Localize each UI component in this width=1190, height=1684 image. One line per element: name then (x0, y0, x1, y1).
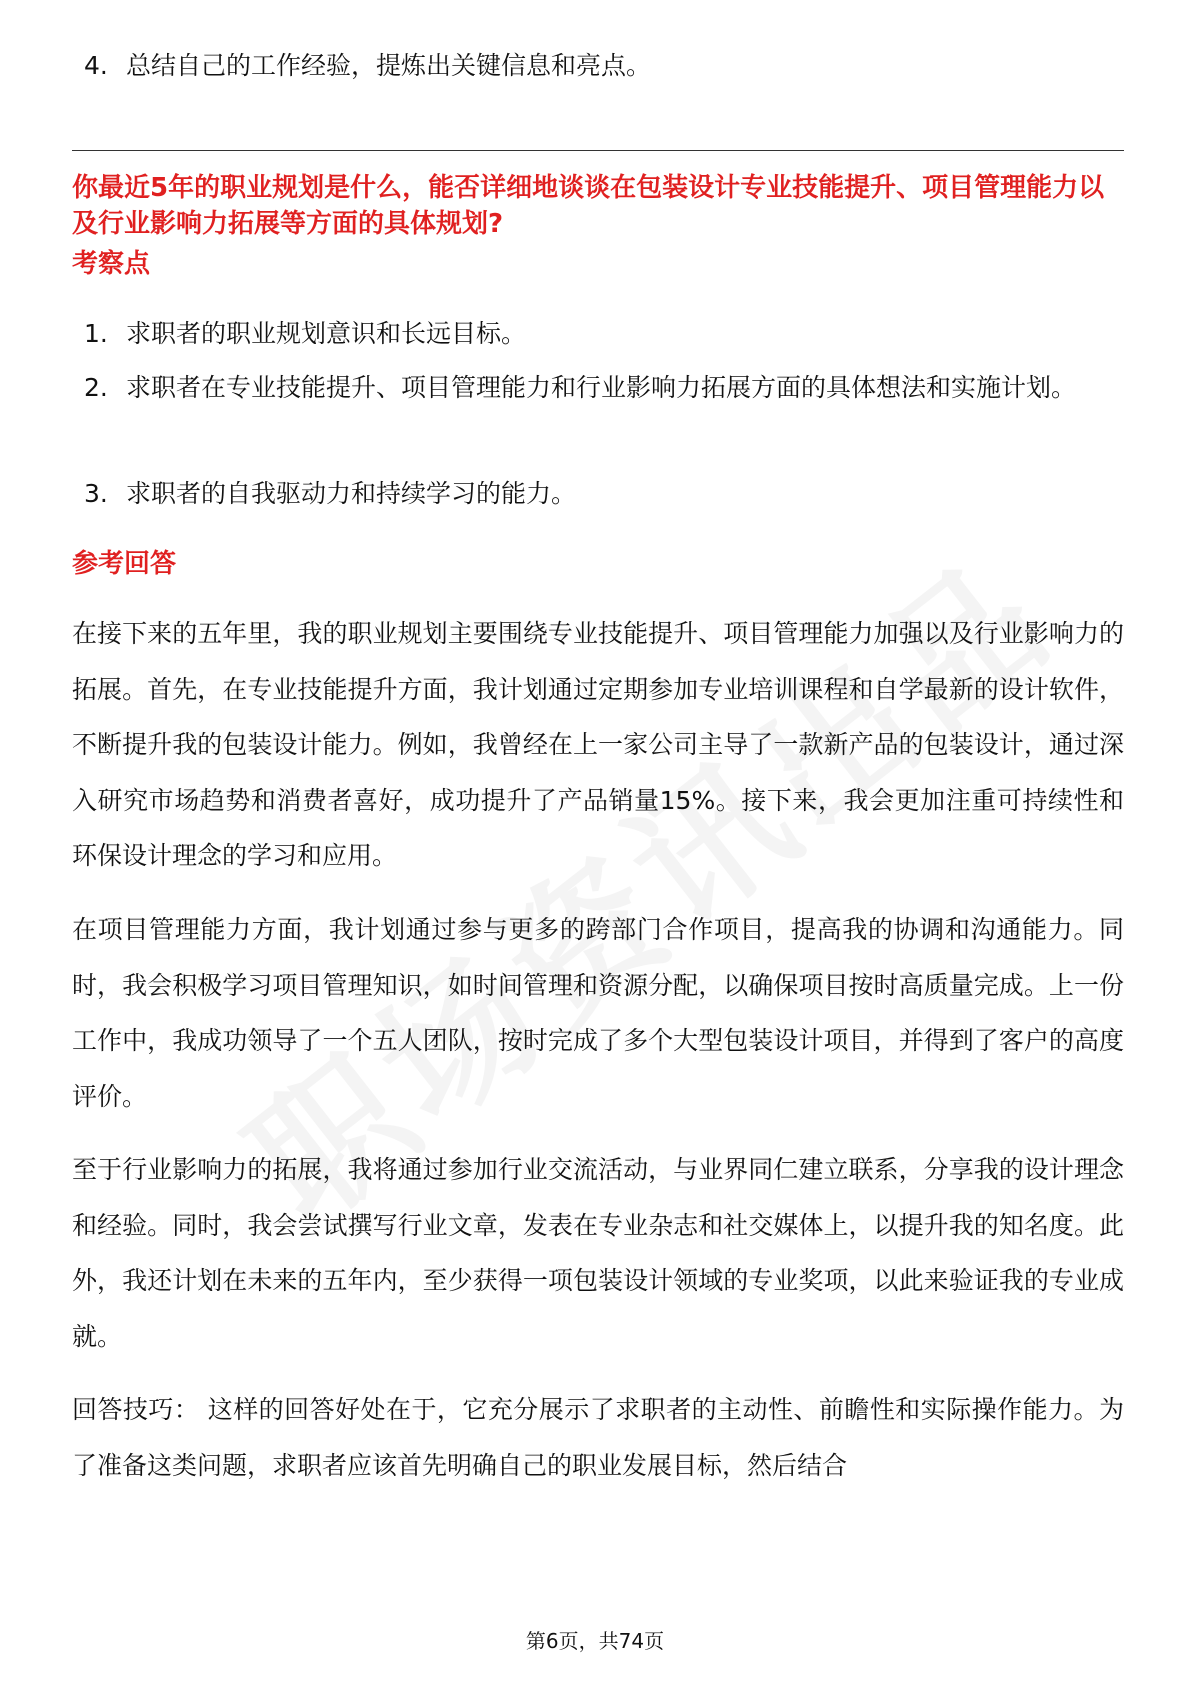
points-title: 考察点 (72, 249, 151, 279)
answer-paragraph: 在项目管理能力方面，我计划通过参与更多的跨部门合作项目，提高我的协调和沟通能力。同时，我会积极学习项目管理知识，如时间管理和资源分配，以确保项目按时高质量完成。上一份工作中，我成功领导了一个五人团队，按时完成了多个大型包装设计项目，并得到了客户的高度评价。 (72, 915, 1124, 1111)
list-item (84, 466, 1124, 521)
list-text: 求职者的职业规划意识和长远目标。 (126, 319, 527, 348)
list-text: 求职者的自我驱动力和持续学习的能力。 (126, 479, 577, 508)
list-item (84, 306, 1124, 361)
list-text: 求职者在专业技能提升、项目管理能力和行业影响力拓展方面的具体想法和实施计划。 (126, 373, 1077, 402)
answer-paragraph: 至于行业影响力的拓展，我将通过参加行业交流活动，与业界同仁建立联系，分享我的设计理念和经验。同时，我会尝试撰写行业文章，发表在专业杂志和社交媒体上，以提升我的知名度。此外，我还计划在未来的五年内，至少获得一项包装设计领域的专业奖项，以此来验证我的专业成就。 (72, 1155, 1124, 1351)
answer-paragraph: 在接下来的五年里，我的职业规划主要围绕专业技能提升、项目管理能力加强以及行业影响力的拓展。首先，在专业技能提升方面，我计划通过定期参加专业培训课程和自学最新的设计软件，不断提升我的包装设计能力。例如，我曾经在上一家公司主导了一款新产品的包装设计，通过深入研究市场趋势和消费者喜好，成功提升了产品销量15%。接下来，我会更加注重可持续性和环保设计理念的学习和应用。 (72, 619, 1124, 870)
list-number: 1. (84, 319, 108, 348)
list-number: 4. (84, 51, 108, 80)
list-item (84, 38, 1124, 93)
list-item (84, 360, 1124, 415)
page-number: 第6页，共74页 (525, 1629, 665, 1653)
divider (72, 150, 1124, 151)
list-number: 2. (84, 373, 108, 402)
question-heading: 你最近5年的职业规划是什么，能否详细地谈谈在包装设计专业技能提升、项目管理能力以及行业影响力拓展等方面的具体规划? (72, 173, 1105, 239)
list-number: 3. (84, 479, 108, 508)
answer-tips-paragraph: 回答技巧： 这样的回答好处在于，它充分展示了求职者的主动性、前瞻性和实际操作能力。为了准备这类问题，求职者应该首先明确自己的职业发展目标，然后结合 (72, 1395, 1124, 1480)
answer-title: 参考回答 (72, 549, 177, 579)
list-text: 总结自己的工作经验，提炼出关键信息和亮点。 (126, 51, 652, 80)
